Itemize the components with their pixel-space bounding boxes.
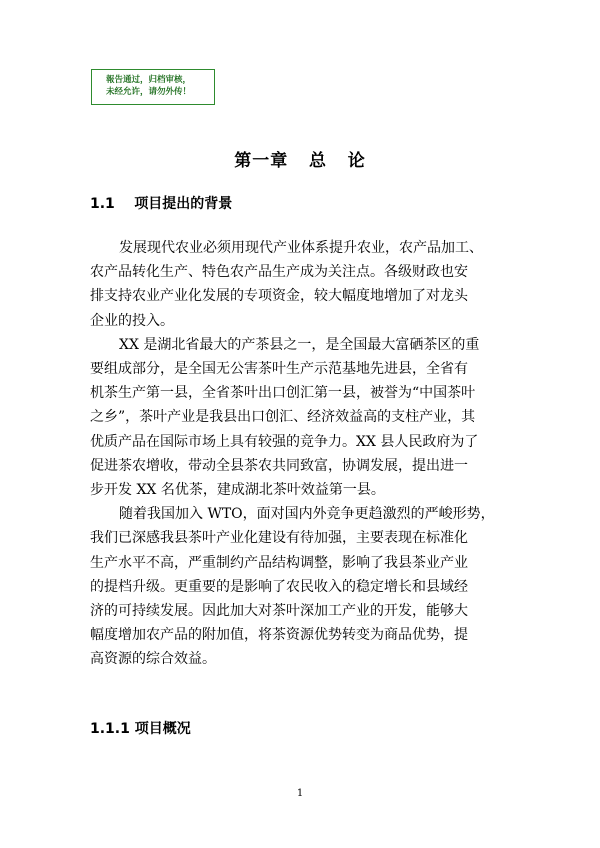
section-title: 项目提出的背景 (134, 196, 233, 212)
text-line: 的提档升级。更重要的是影响了农民收入的稳定增长和县域经 (90, 578, 468, 595)
text-line: 农产品转化生产、特色农产品生产成为关注点。各级财政也安 (90, 264, 468, 281)
text-line: XX 是湖北省最大的产茶县之一，是全国最大富硒茶区的重 (119, 336, 480, 353)
page-number: 1 (296, 788, 304, 799)
text-line: 要组成部分，是全国无公害茶叶生产示范基地先进县，全省有 (90, 361, 468, 378)
text-line: 促进茶农增收，带动全县茶农共同致富，协调发展，提出进一 (90, 457, 468, 474)
text-line: 排支持农业产业化发展的专项资金，较大幅度地增加了对龙头 (90, 288, 468, 305)
text-line: 机茶生产第一县，全省茶叶出口创汇第一县，被誉为“中国茶叶 (90, 385, 476, 402)
text-line: 生产水平不高，严重制约产品结构调整，影响了我县茶业产业 (90, 554, 468, 571)
paragraph-1 (90, 236, 520, 333)
notice-line: 報告通过，归档审核， (106, 75, 192, 85)
text-line: 步开发 XX 名优茶，建成湖北茶叶效益第一县。 (90, 482, 385, 499)
confidential-notice-stamp (91, 69, 215, 105)
text-line: 高资源的综合效益。 (90, 651, 216, 668)
section-title: 项目概况 (134, 721, 191, 737)
text-line: 之乡”，茶叶产业是我县出口创汇、经济效益高的支柱产业，其 (90, 409, 476, 426)
chapter-title: 第一章 总 论 (234, 151, 366, 171)
notice-line: 未经允许，请勿外传！ (106, 87, 192, 97)
section-number: 1.1.1 (90, 721, 130, 737)
paragraph-2 (90, 333, 520, 502)
section-number: 1.1 (90, 196, 115, 212)
section-heading-1-1-1 (90, 718, 191, 738)
text-line: 企业的投入。 (90, 312, 174, 329)
text-line: 幅度增加农产品的附加值，将茶资源优势转变为商品优势，提 (90, 627, 468, 644)
text-line: 优质产品在国际市场上具有较强的竞争力。XX 县人民政府为了 (90, 433, 479, 450)
text-line: 发展现代农业必须用现代产业体系提升农业，农产品加工、 (119, 240, 483, 256)
paragraph-3 (90, 502, 520, 671)
body-text (90, 236, 520, 672)
text-line: 随着我国加入 WTO，面对国内外竞争更趋激烈的严峻形势， (119, 506, 495, 523)
text-line: 我们已深感我县茶叶产业化建设有待加强，主要表现在标准化 (90, 530, 468, 547)
text-line: 济的可持续发展。因此加大对茶叶深加工产业的开发，能够大 (90, 603, 468, 620)
section-heading-1-1 (90, 193, 232, 213)
